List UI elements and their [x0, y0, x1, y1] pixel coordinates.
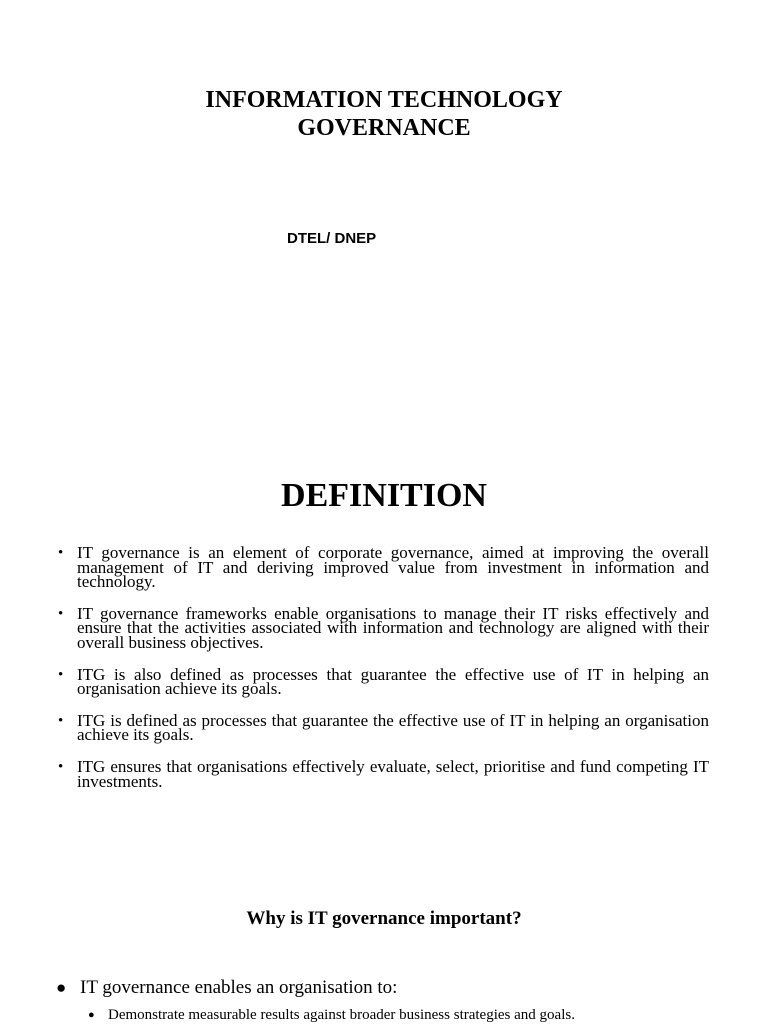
importance-item-1	[88, 1005, 738, 1025]
definition-list	[58, 543, 709, 806]
bullet-icon: ●	[56, 978, 67, 997]
importance-item-text: Demonstrate measurable results against broader business strategies and goals.	[108, 1007, 575, 1023]
importance-intro	[56, 977, 736, 999]
definition-bullet-text: IT governance is an element of corporate governance, aimed at improving the overall management of IT and deriving improved value from investment in information and technology.	[77, 543, 709, 592]
subtitle: DTEL/ DNEP	[287, 230, 377, 247]
bullet-icon: •	[58, 605, 64, 622]
definition-heading: DEFINITION	[281, 477, 487, 514]
definition-bullet-text: IT governance frameworks enable organisations to manage their IT risks effectively and ensure that the activities associated with information and technology are aligned with their overall business objectives.	[77, 603, 709, 652]
bullet-icon: •	[58, 545, 64, 561]
bullet-icon: •	[58, 712, 64, 729]
definition-bullet-text: ITG ensures that organisations effectively evaluate, select, prioritise and fund competing IT investments.	[77, 756, 709, 791]
definition-bullet-5	[58, 756, 709, 791]
page-title-line-1: INFORMATION TECHNOLOGY	[205, 87, 563, 113]
page-title-line-2: GOVERNANCE	[297, 115, 471, 141]
bullet-icon: •	[58, 758, 64, 775]
definition-bullet-1	[58, 543, 709, 592]
page-title	[0, 86, 768, 142]
bullet-icon: •	[58, 666, 64, 683]
definition-bullet-2	[58, 603, 709, 652]
bullet-icon: ●	[88, 1009, 95, 1021]
definition-bullet-text: ITG is defined as processes that guarantee the effective use of IT in helping an organisation achieve its goals.	[77, 710, 709, 745]
definition-bullet-4	[58, 710, 709, 745]
definition-bullet-text: ITG is also defined as processes that guarantee the effective use of IT in helping an organisation achieve its goals.	[77, 664, 709, 699]
importance-heading: Why is IT governance important?	[246, 908, 522, 929]
definition-bullet-3	[58, 664, 709, 699]
importance-intro-text: IT governance enables an organisation to:	[80, 977, 398, 998]
